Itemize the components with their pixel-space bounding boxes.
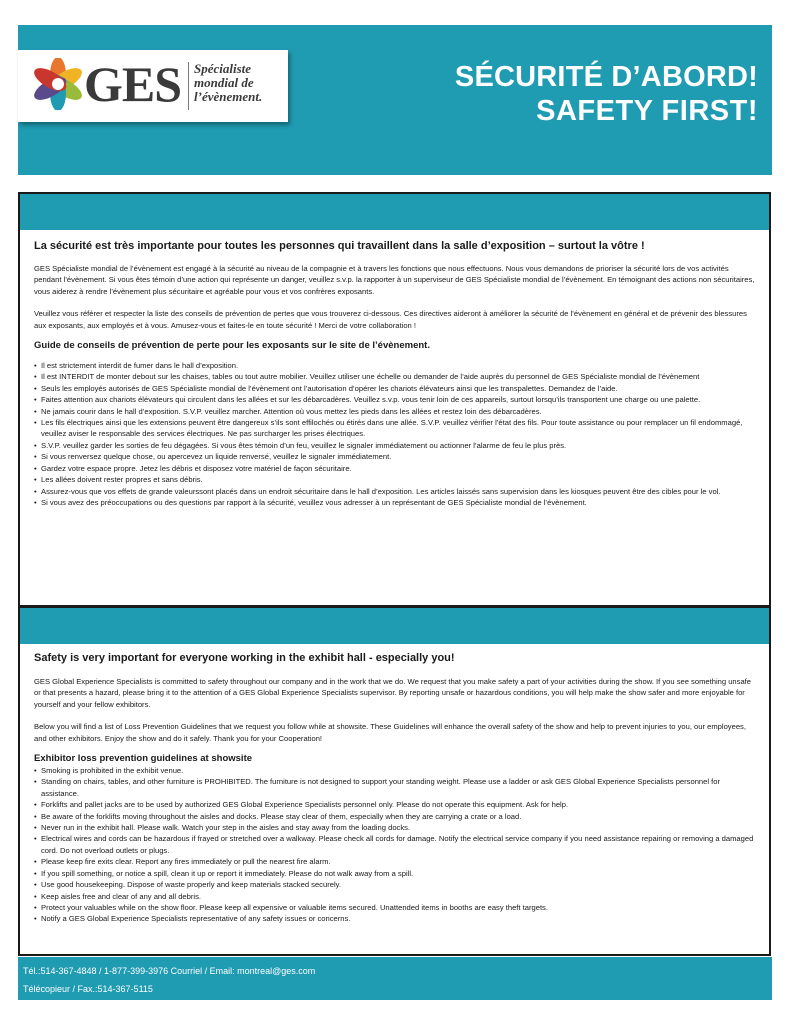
list-item: • Les fils électriques ainsi que les extensions peuvent être dangereux s’ils sont effilochés ou étirés dans une allée. S.V.P. veuillez vérifier l’état des fils. Pour toute assistance ou pour remplacer un fil endommagé, veuillez aviser le responsable des services électriques. Ne pas surcharger les prises électriques. — [34, 417, 757, 440]
list-item: • Il est strictement interdit de fumer dans le hall d’exposition. — [34, 360, 757, 371]
paragraph: Veuillez vous référer et respecter la liste des conseils de prévention de pertes que vous trouverez ci-dessous. Ces directives aideront à améliorer la sécurité de l’évènement en général et de prévenir des blessures aux exposants, aux employés et à vous. Amusez-vous et faites-le en toute sécurité ! Merci de votre collaboration ! — [34, 309, 747, 330]
paragraph: GES Spécialiste mondial de l’évènement est engagé à la sécurité au niveau de la compagnie et à travers les fonctions que nous effectuons. Nous vous demandons de prioriser la sécurité lors de vos activités pendant l’évènement. Si vous êtes témoin d’une action qui représente un danger, veuillez s.v.p. la rapporter à un superviseur de GES Spécialiste mondial de l’évènement. En témoignant des actions non sécuritaires, vous aiderez à rendre l’évènement plus sécuritaire et agréable pour vous et vos confrères exposants. — [34, 264, 755, 296]
contact-phone-email: Tél.:514-367-4848 / 1-877-399-3976 Courriel / Email: montreal@ges.com — [23, 966, 316, 976]
logo-tagline — [194, 62, 284, 104]
list-item: • Seuls les employés autorisés de GES Spécialiste mondial de l’évènement ont l’autorisation d’opérer les chariots élévateurs ainsi que les transpalettes. Demandez de l’aide. — [34, 383, 757, 394]
paragraph: Below you will find a list of Loss Prevention Guidelines that we request you follow while at showsite. These Guidelines will enhance the overall safety of the show and help to prevent injuries to you, our employees, and other exhibitors. Enjoy the show and do it safely. Thank you for your Cooperation! — [34, 722, 746, 743]
title-english: SAFETY FIRST! — [536, 95, 758, 127]
logo-tagline-line: Spécialiste — [194, 61, 252, 76]
logo-tagline-line: mondial de — [194, 75, 254, 90]
guidelines-list — [34, 360, 757, 508]
french-content — [34, 240, 757, 508]
english-section — [18, 606, 771, 956]
contact-footer — [18, 957, 772, 1000]
title-french: SÉCURITÉ D’ABORD! — [454, 61, 758, 93]
list-item: • Gardez votre espace propre. Jetez les débris et disposez votre matériel de façon sécuritaire. — [34, 463, 757, 474]
list-item: • Use good housekeeping. Dispose of waste properly and keep materials stacked securely. — [34, 879, 757, 890]
french-section — [18, 192, 771, 607]
list-item: • Notify a GES Global Experience Specialists representative of any safety issues or concerns. — [34, 913, 757, 924]
list-item: • Be aware of the forklifts moving throughout the aisles and docks. Please stay clear of them, especially when they are carrying a crate or a load. — [34, 811, 757, 822]
list-item: • Ne jamais courir dans le hall d’exposition. S.V.P. veuillez marcher. Attention où vous mettez les pieds dans les allées et restez loin des débarcadères. — [34, 406, 757, 417]
list-item: • Assurez-vous que vos effets de grande valeurssont placés dans un endroit sécuritaire dans le hall d’exposition. Les articles laissés sans supervision dans les kiosques peuvent être des cibles pour le vol. — [34, 486, 757, 497]
list-item: • If you spill something, or notice a spill, clean it up or report it immediately. Please do not walk away from a spill. — [34, 868, 757, 879]
list-item: • Si vous avez des préoccupations ou des questions par rapport à la sécurité, veuillez vous adresser à un représentant de GES Spécialiste mondial de l’évènement. — [34, 497, 757, 508]
guidelines-list — [34, 765, 757, 925]
list-item: • Electrical wires and cords can be hazardous if frayed or stretched over a walkway. Please check all cords for damage. Notify the electrical service company if you need assistance repairing or removing a damaged cord. Do not overload outlets or plugs. — [34, 833, 757, 856]
list-item: • S.V.P. veuillez garder les sorties de feu dégagées. Si vous êtes témoin d’un feu, veuillez le signaler immédiatement ou actionner l’alarme de feu le plus près. — [34, 440, 757, 451]
list-item: • Si vous renversez quelque chose, ou apercevez un liquide renversé, veuillez le signaler immédiatement. — [34, 451, 757, 462]
list-item: • Standing on chairs, tables, and other furniture is PROHIBITED. The furniture is not designed to support your standing weight. Please use a ladder or ask GES Global Experience Specialists personnel for assistance. — [34, 776, 757, 799]
list-item: • Protect your valuables while on the show floor. Please keep all expensive or valuable items secured. Unattended items in booths are easy theft targets. — [34, 902, 757, 913]
list-item: • Smoking is prohibited in the exhibit venue. — [34, 765, 757, 776]
logo-wordmark: GES — [84, 56, 182, 112]
list-item: • Faites attention aux chariots élévateurs qui circulent dans les allées et sur les débarcadères. Veuillez s.v.p. vous tenir loin de ces appareils, surtout lorsqu’ils transportent une charge ou une palette. — [34, 394, 757, 405]
section-bar — [20, 194, 769, 230]
list-item: • Never run in the exhibit hall. Please walk. Watch your step in the aisles and stay away from the loading docks. — [34, 822, 757, 833]
list-item: • Forklifts and pallet jacks are to be used by authorized GES Global Experience Specialists personnel only. Please do not operate this equipment. Ask for help. — [34, 799, 757, 810]
section-heading: La sécurité est très importante pour toutes les personnes qui travaillent dans la salle d’exposition – surtout la vôtre ! — [34, 240, 645, 252]
flower-logo-icon — [32, 58, 84, 110]
list-item: • Les allées doivent rester propres et sans débris. — [34, 474, 757, 485]
ges-logo — [18, 50, 288, 122]
logo-divider — [188, 62, 189, 110]
paragraph: GES Global Experience Specialists is committed to safety throughout our company and in the work that we do. We request that you make safety a part of your activities during the show. If you see something unsafe or that presents a hazard, please bring it to the attention of a GES Global Experience Specialists supervisor. By reporting unsafe or hazardous conditions, you will help make the show safer and more enjoyable for yourself and your fellow exhibitors. — [34, 677, 752, 709]
list-item: • Il est INTERDIT de monter debout sur les chaises, tables ou tout autre mobilier. Veuillez utiliser une échelle ou demander de l’aide auprès du personnel de GES Spécialiste mondial de l’évènement — [34, 371, 757, 382]
guidelines-heading: Exhibitor loss prevention guidelines at showsite — [34, 753, 253, 765]
english-content — [34, 652, 757, 925]
section-heading: Safety is very important for everyone working in the exhibit hall - especially you! — [34, 652, 455, 664]
list-item: • Keep aisles free and clear of any and all debris. — [34, 891, 757, 902]
list-item: • Please keep fire exits clear. Report any fires immediately or pull the nearest fire alarm. — [34, 856, 757, 867]
guidelines-heading: Guide de conseils de prévention de perte pour les exposants sur le site de l’évènement. — [34, 340, 430, 352]
header-banner — [18, 25, 772, 175]
logo-tagline-line: l’évènement. — [194, 89, 263, 104]
section-bar — [20, 608, 769, 644]
contact-fax: Télécopieur / Fax.:514-367-5115 — [23, 984, 153, 994]
